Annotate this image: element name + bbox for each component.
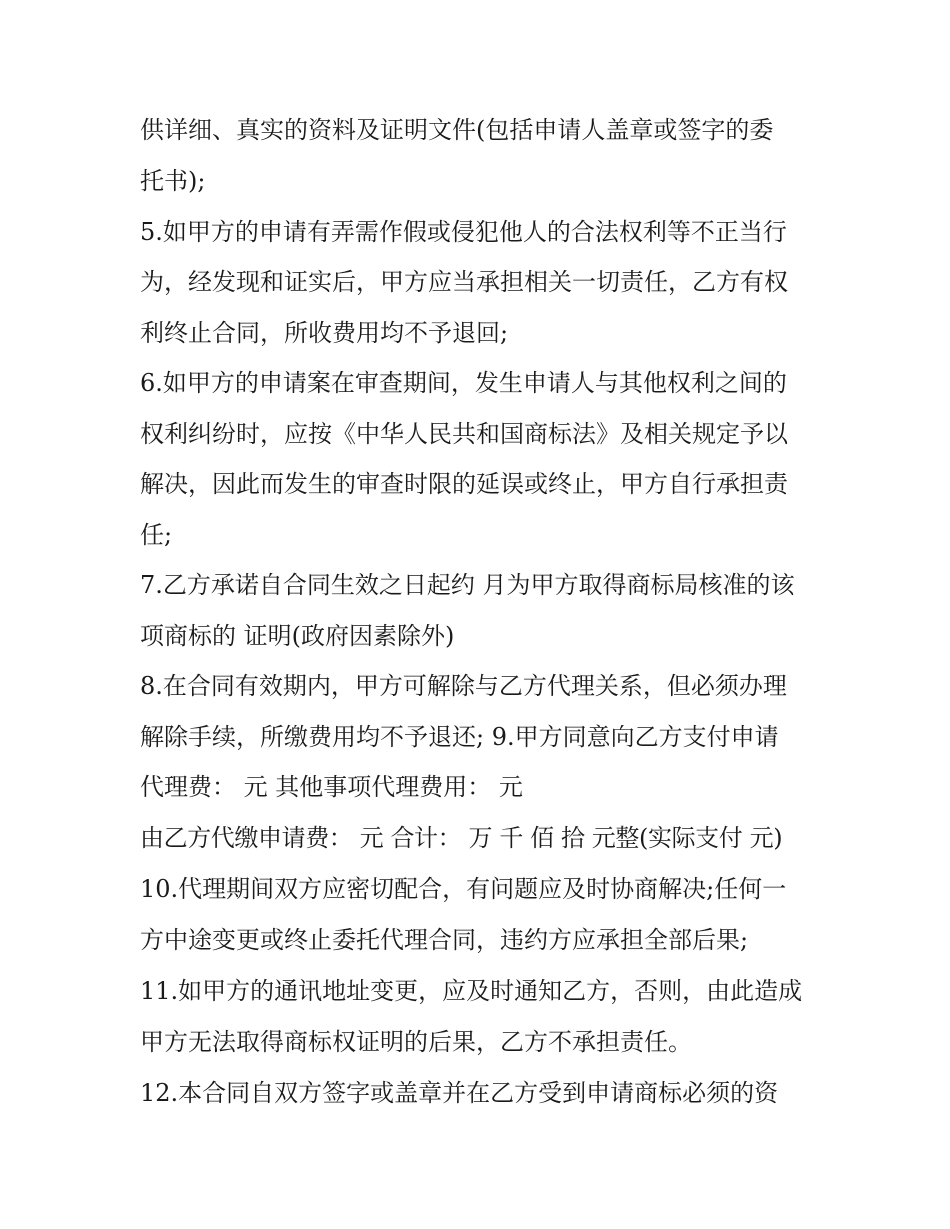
text-line: 6.如甲方的申请案在审查期间，发生申请人与其他权利之间的	[140, 369, 787, 397]
text-line: 为，经发现和证实后，甲方应当承担相关一切责任，乙方有权	[140, 268, 788, 296]
text-line: 12.本合同自双方签字或盖章并在乙方受到申请商标必须的资	[140, 1079, 779, 1107]
text-line: 10.代理期间双方应密切配合，有问题应及时协商解决;任何一	[140, 875, 787, 903]
text-line: 11.如甲方的通讯地址变更，应及时通知乙方，否则，由此造成	[140, 977, 803, 1005]
text-line: 代理费： 元 其他事项代理费用： 元	[140, 773, 523, 801]
text-line: 方中途变更或终止委托代理合同，违约方应承担全部后果;	[140, 926, 749, 954]
text-line: 7.乙方承诺自合同生效之日起约 月为甲方取得商标局核准的该	[140, 571, 795, 599]
text-line: 权利纠纷时，应按《中华人民共和国商标法》及相关规定予以	[140, 420, 788, 448]
text-line: 由乙方代缴申请费： 元 合计： 万 千 佰 拾 元整(实际支付 元)	[140, 824, 783, 852]
text-line: 解决，因此而发生的审查时限的延误或终止，甲方自行承担责	[140, 470, 788, 498]
text-line: 托书);	[140, 167, 206, 195]
text-line: 供详细、真实的资料及证明文件(包括申请人盖章或签字的委	[140, 116, 774, 144]
text-line: 8.在合同有效期内，甲方可解除与乙方代理关系，但必须办理	[140, 672, 787, 700]
text-line: 解除手续，所缴费用均不予退还; 9.甲方同意向乙方支付申请	[140, 723, 779, 751]
text-line: 项商标的 证明(政府因素除外)	[140, 622, 455, 650]
text-line: 利终止合同，所收费用均不予退回;	[140, 319, 509, 347]
text-line: 5.如甲方的申请有弄需作假或侵犯他人的合法权利等不正当行	[140, 218, 787, 246]
text-line: 甲方无法取得商标权证明的后果，乙方不承担责任。	[140, 1028, 692, 1056]
text-line: 任;	[140, 521, 173, 549]
